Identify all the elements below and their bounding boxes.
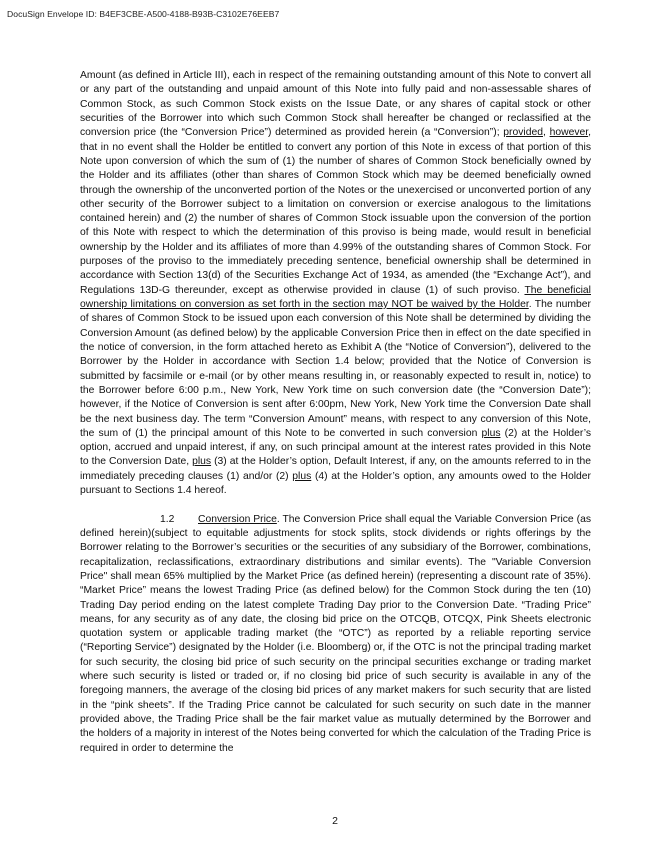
underlined-term: plus [292, 470, 312, 482]
paragraph-conversion-price [80, 513, 591, 756]
text-run: . The Conversion Price shall equal the Variable Conversion Price (as defined herein)(subject to equitable adjustments for stock splits, stock dividends or rights offerings by the Borrower relating to the Borrower’s securities or the securities of any subsidiary of the Borrower, combinations, recapitalization, reclassifications, extraordinary distributions and similar events). The "Variable Conversion Price" shall mean 65% multiplied by the Market Price (as defined herein) (representing a discount rate of 35%). “Market Price” means the lowest Trading Price (as defined below) for the Common Stock during the ten (10) Trading Day period ending on the latest complete Trading Day prior to the Conversion Date. “Trading Price” means, for any security as of any date, the closing bid price on the OTCQB, OTCQX, Pink Sheets electronic quotation system or applicable trading market (the “OTC”) as reported by a reliable reporting service (“Reporting Service”) designated by the Holder (i.e. Bloomberg) or, if the OTC is not the principal trading market for such security, the closing bid price of such security on the principal securities exchange or trading market where such security is listed or traded or, if no closing bid price of such security is available in any of the foregoing manners, the average of the closing bid prices of any market makers for such security that are listed in the “pink sheets”. If the Trading Price cannot be calculated for such security on such date in the manner provided above, the Trading Price shall be the fair market value as mutually determined by the Borrower and the holders of a majority in interest of the Notes being converted for which the calculation of the Trading Price is required in order to determine the [80, 513, 591, 754]
underlined-term: provided [503, 127, 543, 139]
text-run: , [542, 127, 550, 139]
underlined-term: plus [481, 427, 501, 439]
text-run: , that in no event shall the Holder be entitled to convert any portion of this Note in excess of that portion of this Note upon conversion of which the sum of (1) the number of shares of Common Stock beneficially owned by the Holder and its affiliates (other than shares of Common Stock which may be deemed beneficially owned through the ownership of the unconverted portion of the Notes or the unexercised or unconverted portion of any other security of the Borrower subject to a limitation on conversion or exercise analogous to the limitations contained herein) and (2) the number of shares of Common Stock issuable upon the conversion of the portion of this Note with respect to which the determination of this proviso is being made, would result in beneficial ownership by the Holder and its affiliates of more than 4.99% of the outstanding shares of Common Stock. For purposes of the proviso to the immediately preceding sentence, beneficial ownership shall be determined in accordance with Section 13(d) of the Securities Exchange Act of 1934, as amended (the “Exchange Act”), and Regulations 13D-G thereunder, except as otherwise provided in clause (1) of such proviso. [80, 127, 591, 296]
document-body [80, 69, 591, 756]
section-number: 1.2 [160, 513, 175, 525]
page-number: 2 [332, 815, 338, 827]
underlined-term: however [549, 127, 589, 139]
section-heading: Conversion Price [198, 513, 277, 525]
envelope-id: DocuSign Envelope ID: B4EF3CBE-A500-4188-B93B-C3102E76EEB7 [7, 9, 280, 19]
underlined-limitation: The beneficial ownership limitations on conversion as set forth in the section may NOT be waived by the Holder [80, 284, 591, 310]
underlined-term: plus [192, 456, 212, 468]
text-run: (4) at the Holder’s option, any amounts owed to the Holder pursuant to Sections 1.4 hereof. [80, 470, 591, 497]
text-run: (2) at the Holder’s option, accrued and unpaid interest, if any, on such principal amount at the interest rates provided in this Note to the Conversion Date, [80, 427, 592, 468]
text-run: (3) at the Holder’s option, Default Interest, if any, on the amounts referred to in the immediately preceding clauses (1) and/or (2) [80, 456, 591, 482]
paragraph-conversion-right [80, 69, 591, 498]
text-run: Amount (as defined in Article III), each in respect of the remaining outstanding amount of this Note to convert all or any part of the outstanding and unpaid amount of this Note into fully paid and non-assessable shares of Common Stock, as such Common Stock exists on the Issue Date, or any shares of capital stock or other securities of the Borrower into which such Common Stock shall hereafter be changed or reclassified at the conversion price (the “Conversion Price”) determined as provided herein (a “Conversion”); [80, 70, 591, 139]
text-run: . The number of shares of Common Stock to be issued upon each conversion of this Note shall be determined by dividing the Conversion Amount (as defined below) by the applicable Conversion Price then in effect on the date specified in the notice of conversion, in the form attached hereto as Exhibit A (the “Notice of Conversion”), delivered to the Borrower by the Holder in accordance with Section 1.4 below; provided that the Notice of Conversion is submitted by facsimile or e-mail (or by other means resulting in, or reasonably expected to result in, notice) to the Borrower before 6:00 p.m., New York, New York time on such conversion date (the “Conversion Date”); however, if the Notice of Conversion is sent after 6:00pm, New York, New York time the Conversion Date shall be the next business day. The term “Conversion Amount” means, with respect to any conversion of this Note, the sum of (1) the principal amount of this Note to be converted in such conversion [80, 299, 591, 439]
